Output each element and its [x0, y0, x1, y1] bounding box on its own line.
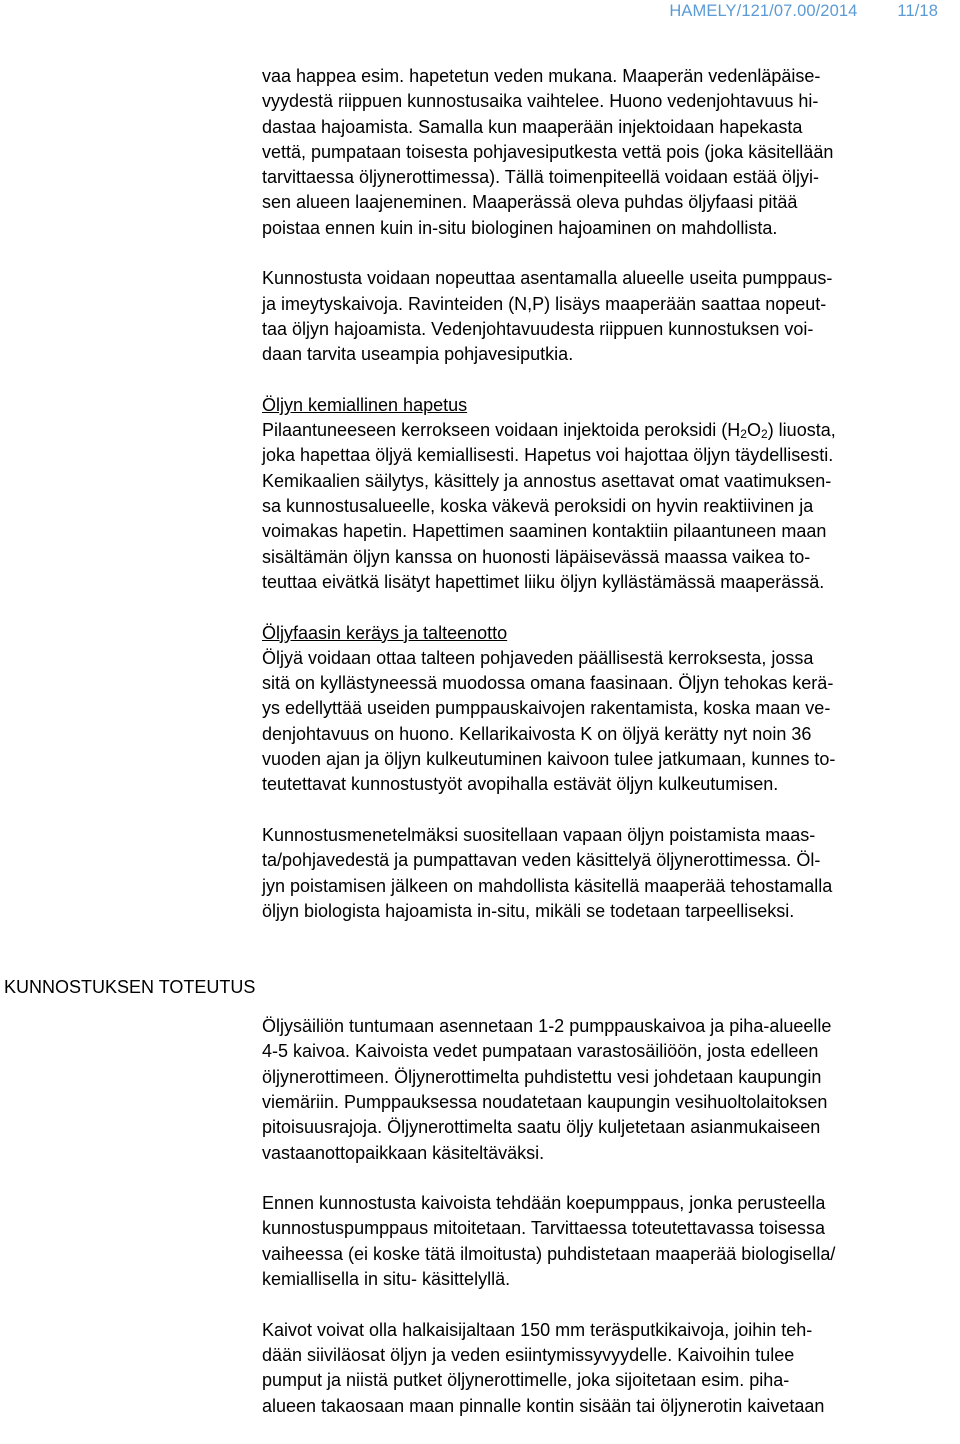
text-line: vaa happea esim. hapetetun veden mukana. Maaperän vedenläpäise- — [262, 66, 821, 86]
text-line: tarvittaessa öljynerottimessa). Tällä toimenpiteellä voidaan estää öljyi- — [262, 167, 819, 188]
paragraph-koepumppaus — [262, 1191, 952, 1292]
text-line: ta/pohjavedestä ja pumpattavan veden käsittelyä öljynerottimessa. Öl- — [262, 850, 821, 871]
text-line: pitoisuusrajoja. Öljynerottimelta saatu öljy kuljetetaan asianmukaiseen — [262, 1117, 821, 1138]
text-line: sisältämän öljyn kanssa on huonosti läpäisevässä maassa vaikea to- — [262, 546, 811, 567]
text-line: ys edellyttää useiden pumppauskaivojen rakentamista, koska maan ve- — [262, 698, 831, 719]
text-line: sa kunnostusalueelle, koska väkevä peroksidi on hyvin reaktiivinen ja — [262, 496, 814, 517]
page-number: 11/18 — [897, 2, 938, 20]
subheading-kemiallinen-hapetus: Öljyn kemiallinen hapetus — [262, 394, 468, 415]
text-line: taa öljyn hajoamista. Vedenjohtavuudesta riippuen kunnostuksen voi- — [262, 318, 814, 339]
text-line: kemiallisella in situ- käsittelyllä. — [262, 1269, 511, 1290]
document-reference: HAMELY/121/07.00/2014 — [669, 2, 858, 20]
text-line: pumput ja niistä putket öljynerottimelle, joka sijoitetaan esim. piha- — [262, 1370, 790, 1391]
text-line: Kunnostusmenetelmäksi suositellaan vapaan öljyn poistamista maas- — [262, 824, 816, 845]
text-line: joka hapettaa öljyä kemiallisesti. Hapetus voi hajottaa öljyn täydellisesti. — [262, 445, 834, 466]
text-line: öljyn biologista hajoamista in-situ, mikäli se todetaan tarpeelliseksi. — [262, 900, 795, 921]
text-line: denjohtavuus on huono. Kellarikaivosta K on öljyä kerätty nyt noin 36 — [262, 723, 812, 744]
text-line: alueen takaosaan maan pinnalle kontin sisään tai öljynerotin kaivetaan — [262, 1395, 825, 1416]
body-text-column — [262, 64, 952, 1444]
text-line: vettä, pumpataan toisesta pohjavesiputkesta vettä pois (joka käsitellään — [262, 141, 834, 162]
text-line: sitä on kyllästyneessä muodossa omana faasinaan. Öljyn tehokas kerä- — [262, 673, 834, 694]
text-line: Ennen kunnostusta kaivoista tehdään koepumppaus, jonka perusteella — [262, 1193, 826, 1214]
text-line: jyn poistamisen jälkeen on mahdollista käsitellä maaperää tehostamalla — [262, 875, 833, 896]
subheading-oljyfaasin-kerays: Öljyfaasin keräys ja talteenotto — [262, 622, 508, 643]
page-header — [669, 2, 938, 21]
text-line: poistaa ennen kuin in-situ biologinen hajoaminen on mahdollista. — [262, 217, 778, 238]
section-oljyfaasin-kerays — [262, 621, 952, 798]
paragraph-nopeutus — [262, 266, 952, 367]
text-line: kunnostuspumppaus mitoitetaan. Tarvittaessa toteutettavassa toisessa — [262, 1218, 825, 1239]
text-line: viemäriin. Pumppauksessa noudatetaan kaupungin vesihuoltolaitoksen — [262, 1091, 828, 1112]
text-line: 4-5 kaivoa. Kaivoista vedet pumpataan varastosäiliöön, josta edelleen — [262, 1041, 819, 1062]
text-line: dään siiviläosat öljyn ja veden esiintymissyvyydelle. Kaivoihin tulee — [262, 1344, 795, 1365]
text-line: voimakas hapetin. Hapettimen saaminen kontaktiin pilaantuneen maan — [262, 521, 827, 542]
text-line: Öljyä voidaan ottaa talteen pohjaveden päällisestä kerroksesta, jossa — [262, 647, 814, 668]
text-line: teuttaa eivätkä lisätyt hapettimet liiku öljyn kyllästämässä maaperässä. — [262, 571, 825, 592]
text-line: sen alueen laajeneminen. Maaperässä oleva puhdas öljyfaasi pitää — [262, 192, 798, 213]
text-line: vyydestä riippuen kunnostusaika vaihtelee. Huono vedenjohtavuus hi- — [262, 91, 819, 112]
text-line: daan tarvita useampia pohjavesiputkia. — [262, 344, 574, 365]
section-kemiallinen-hapetus — [262, 393, 952, 595]
text-line: Kaivot voivat olla halkaisijaltaan 150 mm teräsputkikaivoja, joihin teh- — [262, 1319, 813, 1340]
text-line: Öljysäiliön tuntumaan asennetaan 1-2 pumppauskaivoa ja piha-alueelle — [262, 1016, 832, 1037]
text-line: öljynerottimeen. Öljynerottimelta puhdistettu vesi johdetaan kaupungin — [262, 1066, 822, 1087]
text-line-peroksidi: Pilaantuneeseen kerrokseen voidaan injektoida peroksidi $(H_2O_2)$ liuosta, — [262, 420, 836, 442]
text-line: Kunnostusta voidaan nopeuttaa asentamalla alueelle useita pumppaus- — [262, 268, 833, 289]
paragraph-toteutus-kaivot — [262, 1014, 952, 1166]
text-line: vastaanottopaikkaan käsiteltäväksi. — [262, 1142, 545, 1163]
paragraph-intro — [262, 64, 952, 241]
section-heading-kunnostuksen-toteutus: KUNNOSTUKSEN TOTEUTUS — [4, 977, 256, 997]
text-line: vuoden ajan ja öljyn kulkeutuminen kaivoon tulee jatkumaan, kunnes to- — [262, 749, 836, 770]
paragraph-teraputkikaivot — [262, 1318, 952, 1419]
text-line: Kemikaalien säilytys, käsittely ja annostus asettavat omat vaatimuksen- — [262, 470, 832, 491]
text-line: dastaa hajoamista. Samalla kun maaperään injektoidaan hapekasta — [262, 116, 803, 137]
text-line: vaiheessa (ei koske tätä ilmoitusta) puhdistetaan maaperää biologisella/ — [262, 1243, 836, 1264]
text-line: teutettavat kunnostustyöt avopihalla estävät öljyn kulkeutumisen. — [262, 774, 779, 795]
text-line: ja imeytyskaivoja. Ravinteiden (N,P) lisäys maaperään saattaa nopeut- — [262, 293, 827, 314]
paragraph-suositus — [262, 823, 952, 924]
